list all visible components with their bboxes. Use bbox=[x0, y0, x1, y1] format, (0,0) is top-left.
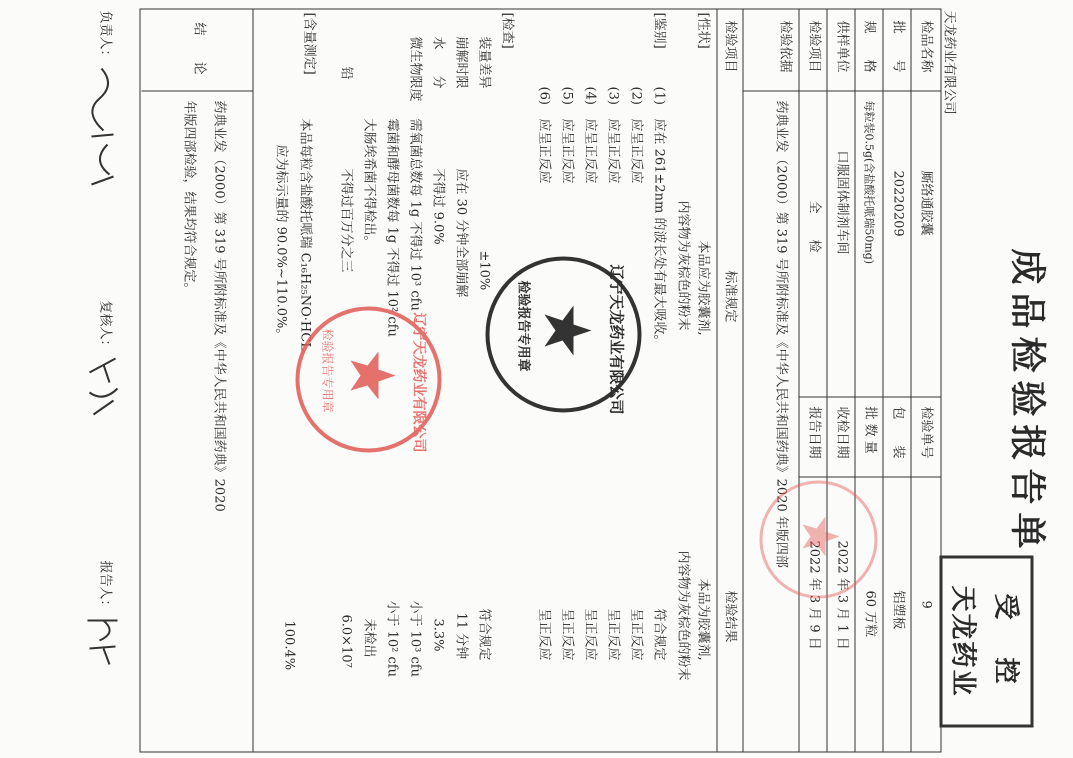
row-label-report-date: 报告日期 bbox=[806, 406, 821, 459]
conclusion-line-1: 药典业发（2000）第 319 号所附标准及《中华人民共和国药典》2020 bbox=[211, 100, 226, 512]
ident-no: (5) bbox=[559, 86, 574, 105]
inspect-standard: 不得过 9.0% bbox=[430, 168, 445, 245]
ident-standard: 应呈正反应 bbox=[605, 118, 620, 184]
inspect-standard: 需氧菌总数每 1g 不得过 10³ cfu bbox=[407, 118, 422, 311]
section-appearance: [性状] bbox=[695, 12, 710, 49]
seal-artwork bbox=[765, 480, 877, 592]
col-header-result: 检验结果 bbox=[722, 590, 737, 643]
grid-line bbox=[141, 90, 253, 91]
company-name: 天龙药业有限公司 bbox=[941, 10, 956, 115]
inspect-standard: 大肠埃希菌不得检出。 bbox=[361, 118, 376, 249]
row-value-packing: 铝塑板 bbox=[890, 590, 905, 630]
row-value-product: 厮络通胶囊 bbox=[918, 170, 933, 236]
appearance-standard-1: 本品应为胶囊剂, bbox=[695, 240, 710, 336]
grid-line bbox=[252, 8, 253, 752]
grid-line bbox=[799, 396, 941, 397]
assay-result: 100.4% bbox=[281, 620, 296, 670]
row-label-receive-date: 收检日期 bbox=[834, 406, 849, 459]
ident-no: (1) bbox=[651, 86, 666, 105]
ident-no: (6) bbox=[536, 86, 551, 105]
section-assay: [含量测定] bbox=[301, 12, 316, 75]
row-value-spec: 每粒装0.5g(含盐酸托哌瑞50mg) bbox=[862, 100, 875, 264]
row-value-supplier: 口服固体制剂车间 bbox=[834, 150, 849, 255]
report-title: 成品检验报告单 bbox=[1006, 248, 1048, 557]
row-value-items: 全 检 bbox=[806, 200, 821, 253]
inspection-seal-black bbox=[485, 256, 641, 415]
responsible-label: 负责人： bbox=[97, 10, 112, 63]
ident-result: 呈正反应 bbox=[628, 608, 643, 661]
grid-line bbox=[910, 8, 911, 752]
seal-text: 辽宁天龙药业有限公司 bbox=[410, 312, 426, 452]
grid-line bbox=[826, 8, 827, 752]
row-value-batch: 20220209 bbox=[890, 170, 905, 237]
controlled-stamp bbox=[939, 555, 1033, 727]
row-label-product: 检品名称 bbox=[918, 20, 933, 73]
col-header-item: 检验项目 bbox=[722, 20, 737, 73]
assay-standard-1: 本品每粒含盐酸托哌瑞 C₁₆H₂₅NO·HCL bbox=[297, 118, 312, 351]
inspect-result: 11 分钟 bbox=[453, 612, 468, 659]
inspect-standard: 不得过百万分之三 bbox=[338, 168, 353, 273]
ident-result: 呈正反应 bbox=[582, 608, 597, 661]
inspection-seal-red bbox=[295, 306, 441, 452]
assay-standard-2: 应为标示量的 90.0%~110.0%。 bbox=[273, 144, 288, 341]
reviewer-signature bbox=[79, 352, 123, 422]
ident-standard: 应呈正反应 bbox=[582, 118, 597, 184]
reviewer-label: 复核人： bbox=[97, 300, 112, 353]
appearance-result-1: 本品为胶囊剂, bbox=[695, 578, 710, 661]
grid-line bbox=[743, 90, 941, 91]
row-label-spec: 规 格 bbox=[861, 20, 876, 73]
inspect-result: 小于 10² cfu bbox=[384, 600, 399, 677]
appearance-result-2: 内容物为灰棕色的粉末 bbox=[675, 550, 690, 681]
row-label-batch: 批 号 bbox=[890, 20, 905, 73]
reporter-signature bbox=[79, 612, 123, 672]
ident-result: 呈正反应 bbox=[536, 608, 551, 661]
inspect-result: 3.3% bbox=[430, 618, 445, 652]
row-label-basis: 检验依据 bbox=[777, 20, 792, 73]
ident-result: 呈正反应 bbox=[559, 608, 574, 661]
row-value-basis: 药典业发（2000）第 319 号所附标准及《中华人民共和国药典》2020 年版四部 bbox=[773, 100, 788, 568]
seal-sub-text: 检验报告专用章 bbox=[320, 328, 334, 413]
ident-result: 呈正反应 bbox=[605, 608, 620, 661]
inspect-result: 小于 10³ cfu bbox=[407, 600, 422, 677]
controlled-stamp-line1: 受 控 bbox=[990, 592, 1020, 689]
inspect-item: 崩解时限 bbox=[453, 36, 468, 89]
row-label-supplier: 供样单位 bbox=[834, 20, 849, 73]
row-label-packing: 包 装 bbox=[890, 406, 905, 459]
row-label-quantity: 批 数 量 bbox=[862, 406, 877, 454]
controlled-stamp-line2: 天龙药业 bbox=[947, 584, 977, 697]
reporter-label: 报告人： bbox=[97, 560, 112, 613]
inspect-result: 符合规定 bbox=[476, 608, 491, 661]
seal-sub-text: 检验报告专用章 bbox=[515, 280, 530, 372]
inspect-item: 装量差异 bbox=[476, 36, 491, 89]
row-label-report-no: 检验单号 bbox=[918, 406, 933, 459]
ident-standard: 应呈正反应 bbox=[559, 118, 574, 184]
ident-no: (4) bbox=[582, 86, 597, 105]
ident-result: 符合规定 bbox=[651, 608, 666, 661]
grid-line bbox=[854, 8, 855, 752]
grid-line bbox=[882, 8, 883, 752]
inspect-standard: 霉菌和酵母菌数每 1g 不得过 10² cfu bbox=[384, 118, 399, 337]
inspect-item: 水 分 bbox=[430, 36, 445, 89]
signature-scribble bbox=[83, 352, 123, 422]
ident-standard: 应呈正反应 bbox=[536, 118, 551, 184]
signature-scribble bbox=[85, 64, 121, 194]
conclusion-line-2: 年版四部检验，结果均符合规定。 bbox=[181, 100, 196, 296]
conclusion-label: 结 论 bbox=[191, 22, 206, 75]
ident-no: (3) bbox=[605, 86, 620, 105]
grid-line bbox=[716, 8, 717, 752]
grid-line bbox=[798, 8, 799, 752]
ident-standard: 应呈正反应 bbox=[628, 118, 643, 184]
row-value-report-no: 9 bbox=[918, 600, 933, 609]
section-identification: [鉴别] bbox=[651, 12, 666, 49]
section-inspection: [检查] bbox=[499, 12, 514, 49]
row-value-quantity: 60 万粒 bbox=[862, 590, 877, 637]
responsible-signature bbox=[81, 64, 121, 194]
grid-line bbox=[742, 8, 743, 752]
row-value-report-date: 2022 年 3 月 9 日 bbox=[806, 540, 821, 650]
ident-standard: 应在 261±2nm 的波长处有最大吸收。 bbox=[651, 118, 666, 347]
seal-text: 辽宁天龙药业有限公司 bbox=[607, 264, 625, 415]
row-label-items: 检验项目 bbox=[806, 20, 821, 73]
signature-scribble bbox=[83, 612, 123, 672]
inspect-result: 6.0×10⁷ bbox=[338, 614, 353, 668]
col-header-standard: 标准规定 bbox=[722, 270, 737, 323]
ident-no: (2) bbox=[628, 86, 643, 105]
inspect-standard: ±10% bbox=[476, 250, 491, 290]
inspect-item: 铅 bbox=[338, 66, 353, 80]
grid-line bbox=[799, 476, 941, 477]
inspect-result: 未检出 bbox=[361, 618, 376, 658]
appearance-standard-2: 内容物为灰棕色的粉末 bbox=[675, 200, 690, 331]
row-value-receive-date: 2022 年 3 月 1 日 bbox=[834, 540, 849, 650]
inspection-seal-red-faint bbox=[759, 480, 877, 598]
inspect-standard: 应在 30 分钟全部崩解 bbox=[453, 168, 468, 297]
inspect-item: 微生物限度 bbox=[407, 36, 422, 102]
